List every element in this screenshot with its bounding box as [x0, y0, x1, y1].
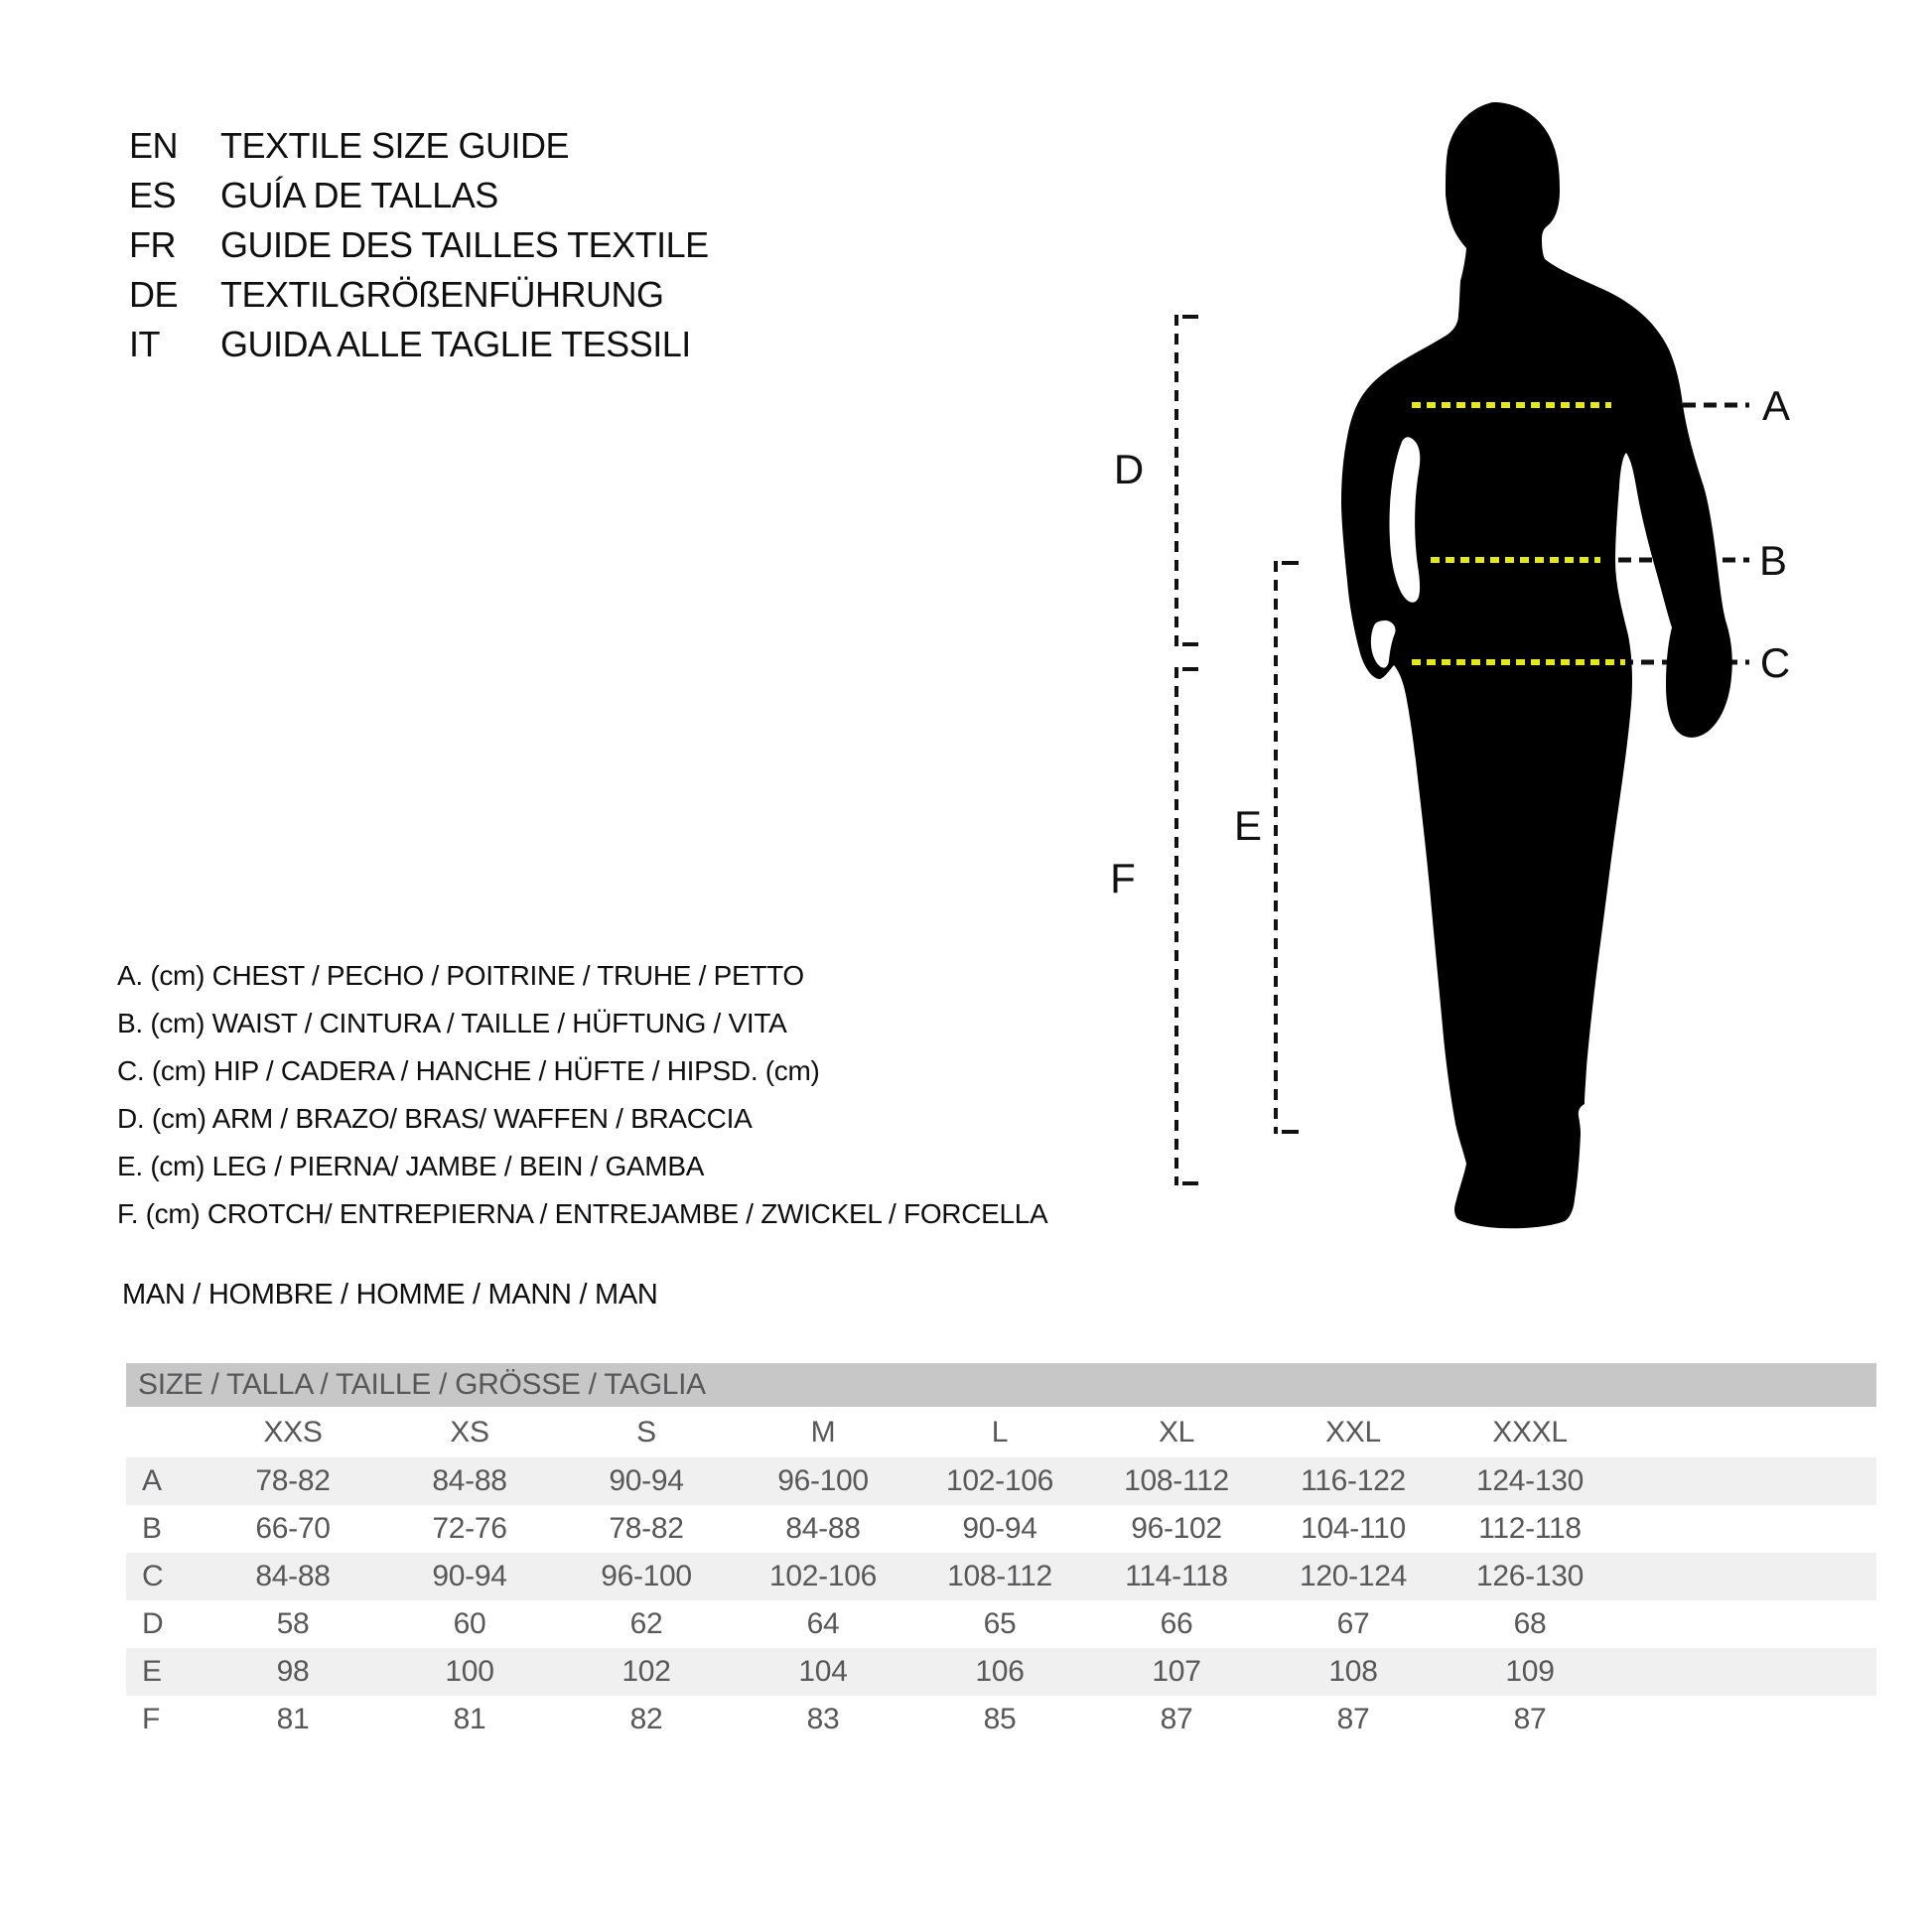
cell: 109 — [1505, 1655, 1555, 1688]
cell: 108-112 — [1124, 1464, 1229, 1497]
cell: 98 — [276, 1655, 310, 1688]
cell: 102 — [621, 1655, 671, 1688]
cell: 126-130 — [1476, 1560, 1584, 1592]
cell: 120-124 — [1300, 1560, 1407, 1592]
language-code: EN — [129, 125, 179, 166]
cell: 78-82 — [255, 1464, 331, 1497]
size-header-xxl: XXL — [1325, 1416, 1381, 1449]
language-title: TEXTILGRÖßENFÜHRUNG — [220, 274, 664, 315]
language-code: IT — [129, 324, 160, 364]
size-header-row — [126, 1407, 1876, 1457]
gender-line: MAN / HOMBRE / HOMME / MANN / MAN — [122, 1279, 658, 1311]
table-row-b — [126, 1505, 1876, 1553]
cell: 66-70 — [255, 1512, 331, 1545]
language-code: ES — [129, 175, 177, 215]
cell: 83 — [806, 1703, 840, 1735]
cell: 64 — [806, 1607, 840, 1640]
measure-letter-hip: C — [1759, 639, 1791, 686]
cell: 84-88 — [255, 1560, 331, 1592]
row-label: E — [142, 1655, 162, 1688]
size-header-l: L — [991, 1416, 1009, 1449]
cell: 81 — [453, 1703, 486, 1735]
legend-line-chest: A. (cm) CHEST / PECHO / POITRINE / TRUHE / PETTO — [117, 960, 804, 991]
cell: 96-100 — [777, 1464, 869, 1497]
language-code: FR — [129, 224, 176, 265]
table-row-d — [126, 1600, 1876, 1648]
size-header-xs: XS — [450, 1416, 489, 1449]
table-row-e — [126, 1648, 1876, 1696]
legend-line-arm: D. (cm) ARM / BRAZO/ BRAS/ WAFFEN / BRACCIA — [117, 1103, 753, 1134]
size-header-s: S — [636, 1416, 656, 1449]
cell: 85 — [983, 1703, 1017, 1735]
language-title: GUÍA DE TALLAS — [220, 175, 498, 215]
cell: 112-118 — [1478, 1512, 1582, 1545]
row-label: C — [142, 1560, 164, 1592]
row-label: A — [142, 1464, 162, 1497]
size-table-title: SIZE / TALLA / TAILLE / GRÖSSE / TAGLIA — [126, 1363, 1876, 1407]
table-row-a — [126, 1457, 1876, 1505]
cell: 68 — [1513, 1607, 1547, 1640]
legend-line-waist: B. (cm) WAIST / CINTURA / TAILLE / HÜFTUNG / VITA — [117, 1008, 787, 1038]
legend-line-crotch: F. (cm) CROTCH/ ENTREPIERNA / ENTREJAMBE / ZWICKEL / FORCELLA — [117, 1198, 1048, 1229]
cell: 81 — [276, 1703, 310, 1735]
cell: 102-106 — [769, 1560, 877, 1592]
cell: 104-110 — [1301, 1512, 1406, 1545]
legend-line-hip: C. (cm) HIP / CADERA / HANCHE / HÜFTE / HIPSD. (cm) — [117, 1055, 820, 1086]
cell: 124-130 — [1476, 1464, 1584, 1497]
size-header-xxs: XXS — [263, 1416, 323, 1449]
measure-letter-chest: A — [1761, 382, 1791, 429]
row-label: B — [142, 1512, 162, 1545]
cell: 67 — [1336, 1607, 1370, 1640]
size-header-m: M — [810, 1416, 836, 1449]
language-code: DE — [129, 274, 179, 315]
measurement-legend — [117, 952, 1047, 1238]
cell: 104 — [798, 1655, 848, 1688]
cell: 108-112 — [947, 1560, 1052, 1592]
cell: 106 — [975, 1655, 1025, 1688]
cell: 62 — [629, 1607, 663, 1640]
language-title: GUIDA ALLE TAGLIE TESSILI — [220, 324, 691, 364]
table-row-f — [126, 1696, 1876, 1743]
cell: 114-118 — [1125, 1560, 1228, 1592]
cell: 100 — [445, 1655, 494, 1688]
measure-letter-waist: B — [1758, 537, 1788, 584]
row-label: D — [142, 1607, 164, 1640]
man-silhouette — [1341, 102, 1732, 1228]
cell: 84-88 — [785, 1512, 861, 1545]
cell: 107 — [1152, 1655, 1201, 1688]
cell: 87 — [1160, 1703, 1193, 1735]
cell: 87 — [1513, 1703, 1547, 1735]
size-header-xl: XL — [1158, 1416, 1195, 1449]
cell: 82 — [629, 1703, 663, 1735]
cell: 116-122 — [1301, 1464, 1406, 1497]
cell: 60 — [453, 1607, 486, 1640]
cell: 65 — [983, 1607, 1017, 1640]
cell: 90-94 — [432, 1560, 507, 1592]
cell: 58 — [276, 1607, 310, 1640]
cell: 96-102 — [1131, 1512, 1222, 1545]
cell: 108 — [1328, 1655, 1378, 1688]
cell: 72-76 — [432, 1512, 507, 1545]
table-row-c — [126, 1553, 1876, 1600]
legend-line-leg: E. (cm) LEG / PIERNA/ JAMBE / BEIN / GAMBA — [117, 1151, 705, 1181]
measure-letter-crotch: F — [1110, 855, 1136, 901]
size-table — [126, 1363, 1876, 1743]
cell: 66 — [1160, 1607, 1193, 1640]
measure-letter-leg: E — [1233, 802, 1263, 849]
size-header-xxxl: XXXL — [1492, 1416, 1568, 1449]
cell: 90-94 — [609, 1464, 684, 1497]
cell: 84-88 — [432, 1464, 507, 1497]
cell: 102-106 — [946, 1464, 1053, 1497]
language-title: TEXTILE SIZE GUIDE — [220, 125, 570, 166]
cell: 78-82 — [609, 1512, 684, 1545]
language-title: GUIDE DES TAILLES TEXTILE — [220, 224, 709, 265]
row-label: F — [142, 1703, 161, 1735]
cell: 90-94 — [962, 1512, 1037, 1545]
cell: 96-100 — [601, 1560, 692, 1592]
measure-letter-arm: D — [1113, 446, 1145, 492]
cell: 87 — [1336, 1703, 1370, 1735]
